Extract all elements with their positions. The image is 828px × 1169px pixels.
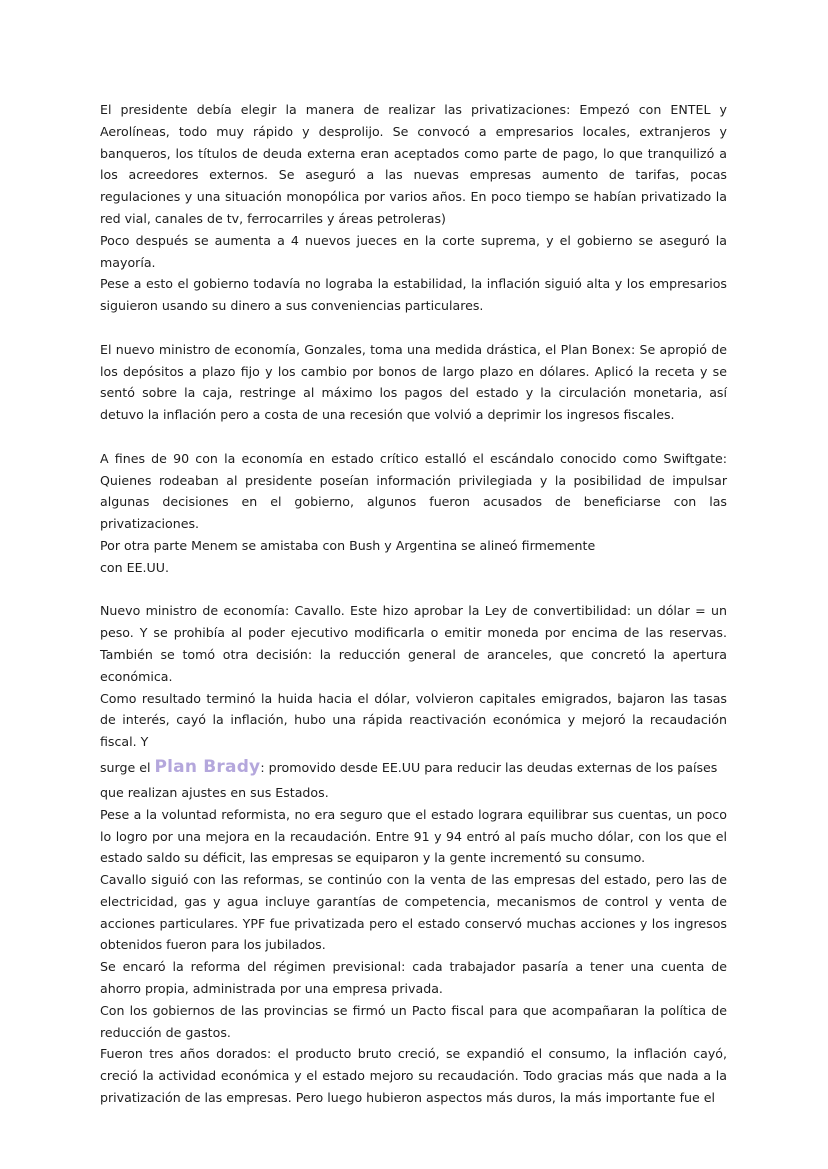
paragraph: A fines de 90 con la economía en estado crítico estalló el escándalo conocido como Swiftgate: Quienes rodeaban al presidente poseían información privilegiada y la posibilidad de impulsar algunas decisiones en el gobierno, algunos fueron acusados de beneficiarse con las privatizaciones. [100, 450, 727, 532]
paragraph: Se encaró la reforma del régimen previsional: cada trabajador pasaría a tener una cuenta de ahorro propia, administrada por una empresa privada. [100, 959, 727, 997]
paragraph: Nuevo ministro de economía: Cavallo. Este hizo aprobar la Ley de convertibilidad: un dólar = un peso. Y se prohibía al poder ejecutivo modificarla o emitir moneda por encima de las reservas. También se tomó otra decisión: la reducción general de aranceles, que concretó la apertura económica. [100, 603, 727, 684]
plan-brady-highlight: Plan Brady [154, 756, 261, 777]
paragraph: Poco después se aumenta a 4 nuevos jueces en la corte suprema, y el gobierno se aseguró la mayoría. [100, 232, 727, 270]
paragraph: Cavallo siguió con las reformas, se continúo con la venta de las empresas del estado, pero las de electricidad, gas y agua incluye garantías de competencia, mecanismos de control y venta de acciones particulares. YPF fue privatizada pero el estado conservó muchas acciones y los ingresos obtenidos fueron para los jubilados. [100, 872, 727, 953]
paragraph: con EE.UU. [100, 559, 169, 575]
document-body [100, 99, 727, 1109]
paragraph: Como resultado terminó la huida hacia el dólar, volvieron capitales emigrados, bajaron las tasas de interés, cayó la inflación, hubo una rápida reactivación económica y mejoró la recaudación fiscal. Y [100, 690, 727, 750]
paragraph: Por otra parte Menem se amistaba con Bush y Argentina se alineó firmemente [100, 537, 596, 553]
paragraph: El presidente debía elegir la manera de realizar las privatizaciones: Empezó con ENTEL y Aerolíneas, todo muy rápido y desprolijo. Se convocó a empresarios locales, extranjeros y banqueros, los títulos de deuda externa eran aceptados como parte de pago, lo que tranquilizó a los acreedores externos. Se aseguró a las nuevas empresas aumento de tarifas, pocas regulaciones y una situación monopólica por varios años. En poco tiempo se habían privatizado la red vial, canales de tv, ferrocarriles y áreas petroleras) [100, 102, 727, 226]
paragraph-spacer [100, 317, 727, 339]
paragraph-spacer [100, 426, 727, 448]
paragraph-spacer [100, 579, 727, 601]
paragraph: El nuevo ministro de economía, Gonzales, toma una medida drástica, el Plan Bonex: Se apropió de los depósitos a plazo fijo y los cambio por bonos de largo plazo en dólares. Aplicó la receta y se sentó sobre la caja, restringe al máximo los pagos del estado y la circulación monetaria, así detuvo la inflación pero a costa de una recesión que volvió a deprimir los ingresos fiscales. [100, 341, 727, 423]
paragraph: Pese a la voluntad reformista, no era seguro que el estado lograra equilibrar sus cuentas, un poco lo logro por una mejora en la recaudación. Entre 91 y 94 entró al país mucho dólar, con los que el estado saldo su déficit, las empresas se equiparon y la gente incrementó su consumo. [100, 806, 727, 866]
paragraph: Fueron tres años dorados: el producto bruto creció, se expandió el consumo, la inflación cayó, creció la actividad económica y el estado mejoro su recaudación. Todo gracias más que nada a la privatización de las empresas. Pero luego hubieron aspectos más duros, la más importante fue el [100, 1046, 727, 1106]
plan-brady-line [100, 753, 727, 782]
paragraph: Pese a esto el gobierno todavía no lograba la estabilidad, la inflación siguió alta y los empresarios siguieron usando su dinero a sus conveniencias particulares. [100, 276, 727, 314]
paragraph: Con los gobiernos de las provincias se firmó un Pacto fiscal para que acompañaran la política de reducción de gastos. [100, 1002, 727, 1040]
plan-brady-prefix: surge el [100, 759, 155, 775]
plan-brady-suffix: : promovido desde EE.UU para reducir las deudas externas de los países [260, 759, 718, 775]
paragraph: que realizan ajustes en sus Estados. [100, 784, 329, 800]
